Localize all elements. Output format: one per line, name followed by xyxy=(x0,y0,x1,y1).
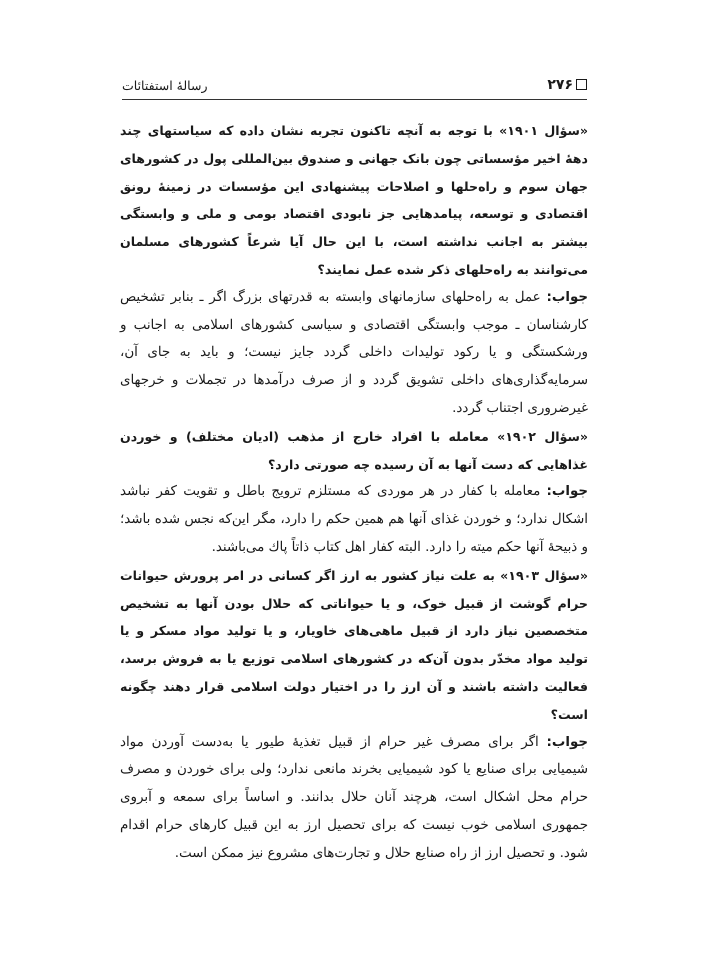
question-label: «سؤال ۱۹۰۲» xyxy=(497,428,589,444)
question-label: «سؤال ۱۹۰۳» xyxy=(500,567,588,583)
question-text: به علت نیاز کشور به ارز اگر کسانی در امر پرورش حیوانات حرام گوشت از قبیل خوک، و یا حیواناتی که حلال بودن آنها به تشخیص متخصصین نیاز دارد از قبیل ماهی‌های خاویار، و یا تولید مواد مسکر و یا تولید مواد مخدّر بدون آن‌که در کشورهای اسلامی توزیع یا به فروش برسد، فعالیت داشته باشند و آن ارز را در اختیار دولت اسلامی قرار دهند چگونه است؟ xyxy=(120,567,588,722)
running-header xyxy=(122,76,587,98)
square-bullet-icon xyxy=(576,79,587,90)
answer-label: جواب: xyxy=(546,734,588,750)
question-1901 xyxy=(120,117,588,284)
page-number-text: ۲۷۶ xyxy=(547,77,573,93)
question-1903 xyxy=(120,562,588,729)
page-number xyxy=(547,76,587,94)
running-title: رسالهٔ استفتائات xyxy=(122,78,208,93)
answer-text: عمل به راه‌حلهای سازمانهای وابسته به قدرتهای بزرگ اگر ـ بنابر تشخیص کارشناسان ـ موجب وابستگی اقتصادی و سیاسی کشورهای اسلامی به اجانب و ورشکستگی و یا رکود تولیدات داخلی گردد جایز نیست؛ و باید به جای آن، سرمایه‌گذاری‌های داخلی تشویق گردد و از صرف درآمدها در تجملات و خرجهای غیرضروری اجتناب گردد. xyxy=(120,289,588,416)
answer-1903 xyxy=(120,729,588,868)
question-1902 xyxy=(120,423,588,479)
question-text: معامله با افراد خارج از مذهب (ادیان مختلف) و خوردن غذاهایی که دست آنها به آن رسیده چه صورتی دارد؟ xyxy=(120,428,588,472)
answer-text: معامله با کفار در هر موردی که مستلزم ترویج باطل و تقویت کفر نباشد اشکال ندارد؛ و خوردن غذای آنها هم همین حکم را دارد، مگر این‌که نجس شده باشد؛ و ذبیحهٔ آنها حکم میته را دارد. البته کفار اهل کتاب ذاتاً پاك می‌باشند. xyxy=(120,484,588,555)
answer-label: جواب: xyxy=(546,289,588,305)
question-label: «سؤال ۱۹۰۱» xyxy=(499,123,588,138)
answer-1901 xyxy=(120,284,588,423)
page-body xyxy=(120,117,588,868)
answer-text: اگر برای مصرف غیر حرام از قبیل تغذیهٔ طیور یا به‌دست آوردن مواد شیمیایی برای صنایع یا کود شیمیایی بخرند مانعی ندارد؛ ولی برای خوردن و مصرف حرام محل اشکال است، هرچند آنان حلال بدانند. و اساساً برای سمعه و آبروی جمهوری اسلامی خوب نیست که برای تحصیل ارز به این قبیل کارهای حرام اقدام شود. و تحصیل ارز از راه صنایع حلال و تجارت‌های مشروع نیز ممکن است. xyxy=(120,734,588,861)
header-divider xyxy=(122,99,587,100)
question-text: با توجه به آنچه تاکنون تجربه نشان داده که سیاستهای چند دههٔ اخیر مؤسساتی چون بانک جهانی و صندوق بین‌المللی پول در کشورهای جهان سوم و راه‌حلها و اصلاحات پیشنهادی این مؤسسات در زمینهٔ رونق اقتصادی و توسعه، پیامدهایی جز نابودی اقتصاد بومی و ملی و وابستگی بیشتر به اجانب نداشته است، با این حال آیا شرعاً کشورهای مسلمان می‌توانند به راه‌حلهای ذکر شده عمل نمایند؟ xyxy=(120,123,588,277)
answer-label: جواب: xyxy=(546,484,588,500)
answer-1902 xyxy=(120,478,588,561)
